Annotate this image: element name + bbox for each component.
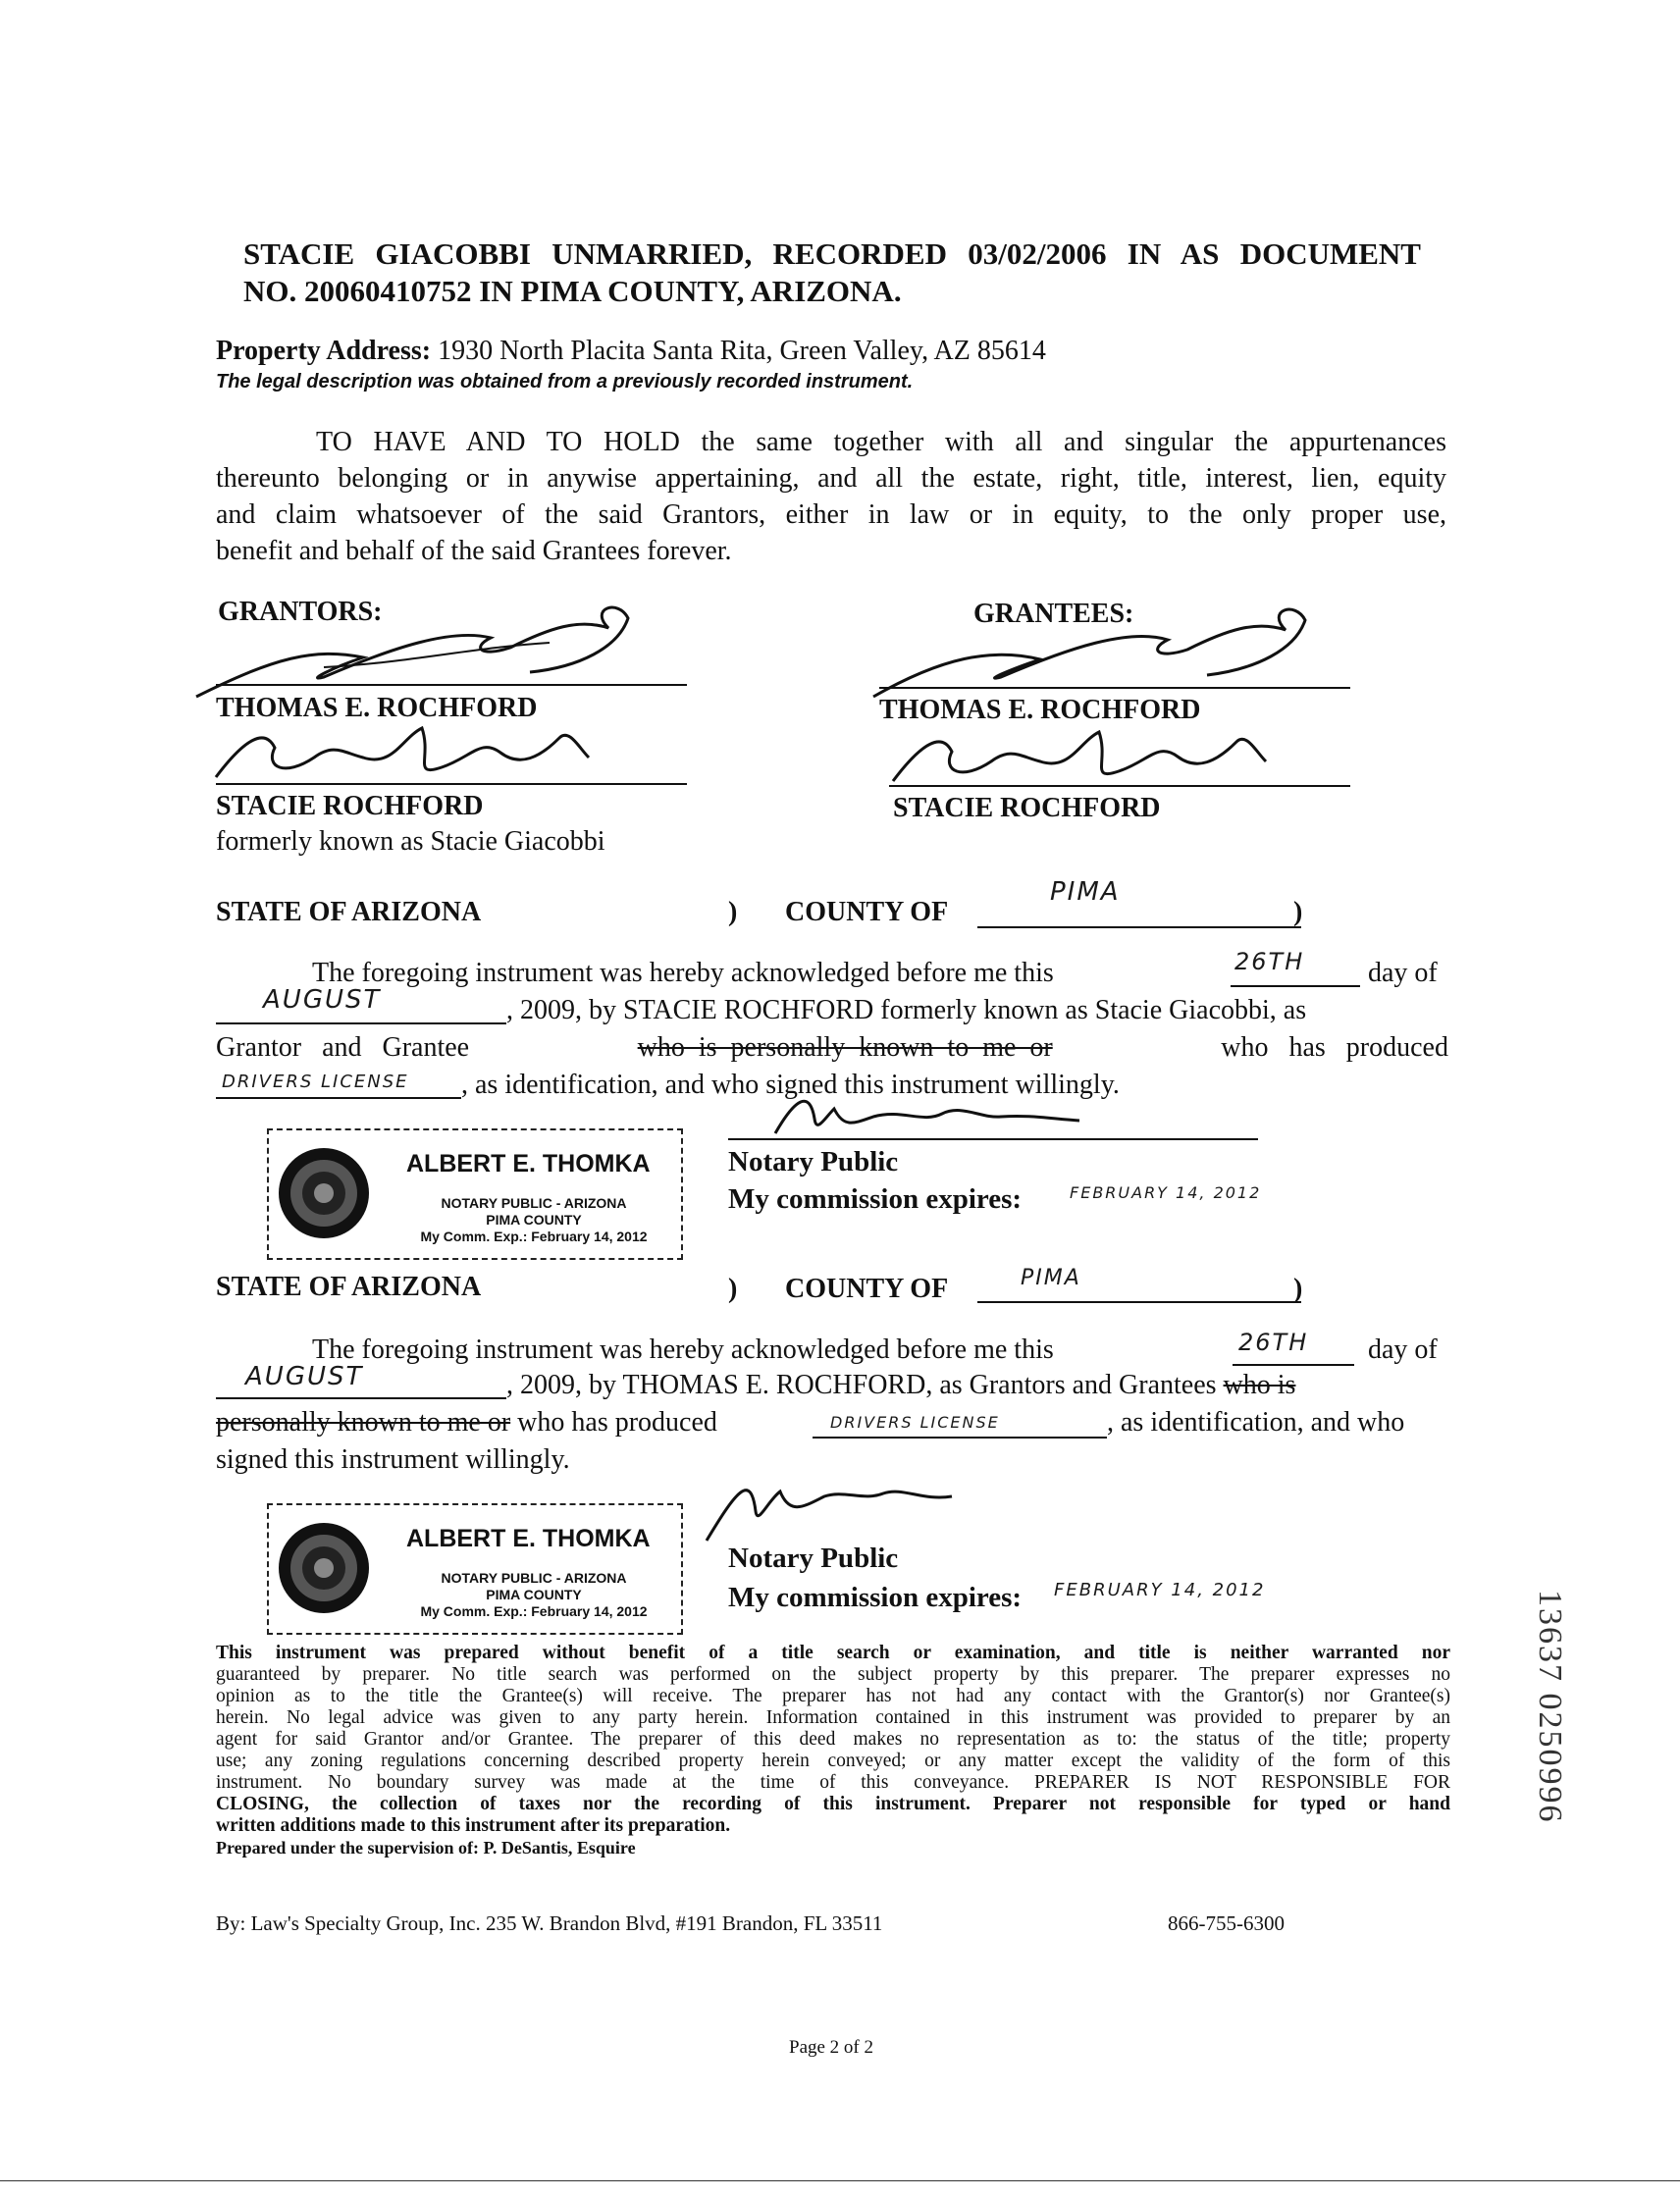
ack2-day-hand: 26TH — [1238, 1329, 1309, 1356]
header-line-1: STACIE GIACOBBI UNMARRIED, RECORDED 03/02/2006 IN AS DOCUMENT — [243, 236, 1421, 271]
ack1-line-3 — [216, 1032, 1448, 1064]
ack2-struck-text-2: personally known to me or — [216, 1407, 511, 1438]
grantor-thomas-name: THOMAS E. ROCHFORD — [216, 693, 538, 723]
stamp-line-1: NOTARY PUBLIC - ARIZONA — [441, 1195, 627, 1211]
habendum-line-1: TO HAVE AND TO HOLD the same together with all and singular the appurtenances — [316, 427, 1446, 457]
ack2-notary-label: Notary Public — [728, 1543, 899, 1574]
thomas-signature-right — [844, 589, 1393, 706]
preparer-by-line: By: Law's Specialty Group, Inc. 235 W. Brandon Blvd, #191 Brandon, FL 33511 — [216, 1911, 883, 1935]
ack1-who-produced: who has produced — [1221, 1032, 1448, 1063]
arizona-seal-icon — [277, 1146, 371, 1240]
ack2-who-produced: who has produced — [517, 1407, 717, 1438]
stamp-line-2: PIMA COUNTY — [486, 1587, 582, 1602]
disclaimer-line-2: guaranteed by preparer. No title search was performed on the subject property by this preparer. The preparer expresses no — [216, 1664, 1450, 1685]
preparer-phone: 866-755-6300 — [1168, 1911, 1285, 1935]
stamp-line-3: My Comm. Exp.: February 14, 2012 — [420, 1603, 648, 1619]
notary-stamp-1 — [267, 1128, 683, 1260]
recording-side-number: 13637 0250996 — [1532, 1590, 1568, 1824]
habendum-line-3: and claim whatsoever of the said Grantors, either in law or in equity, to the only proper use, — [216, 499, 1446, 530]
grantees-label: GRANTEES: — [973, 599, 1134, 629]
disclaimer-line-5: agent for said Grantor and/or Grantee. The preparer of this deed makes no representation as to: the status of the title; property — [216, 1729, 1450, 1750]
bottom-border-line — [0, 2180, 1680, 2181]
ack1-county-hand: PIMA — [1050, 877, 1121, 907]
ack2-line-3 — [216, 1407, 717, 1439]
ack2-expires-hand: FEBRUARY 14, 2012 — [1054, 1580, 1266, 1600]
ack2-county-label: COUNTY OF — [785, 1274, 949, 1304]
habendum-line-2: thereunto belonging or in anywise appertaining, and all the estate, right, title, interest, lien, equity — [216, 463, 1446, 494]
stamp-line-2: PIMA COUNTY — [486, 1212, 582, 1228]
disclaimer-line-4: herein. No legal advice was given to any party herein. Information contained in this instrument was provided to preparer by an — [216, 1707, 1450, 1728]
ack1-day-line — [1231, 985, 1360, 987]
ack1-expires-label: My commission expires: — [728, 1183, 1023, 1215]
ack2-line-4: signed this instrument willingly. — [216, 1444, 570, 1475]
stamp-details — [387, 1195, 681, 1245]
ack1-id-line — [216, 1097, 461, 1099]
arizona-seal-icon — [277, 1521, 371, 1615]
ack1-line-4: , as identification, and who signed this instrument willingly. — [461, 1070, 1120, 1100]
stamp-details — [387, 1570, 681, 1620]
property-label: Property Address: — [216, 336, 432, 366]
notary-signature-1 — [756, 1079, 1168, 1148]
ack1-paren-close: ) — [1293, 897, 1303, 927]
ack2-month-line — [216, 1397, 506, 1399]
property-address — [216, 336, 1046, 367]
ack2-id-hand: DRIVERS LICENSE — [830, 1413, 1000, 1432]
disclaimer-line-1: This instrument was prepared without benefit of a title search or examination, and title is neither warranted nor — [216, 1643, 1450, 1663]
ack2-county-line — [977, 1301, 1301, 1303]
disclaimer-line-9: written additions made to this instrument after its preparation. — [216, 1815, 731, 1836]
ack1-day-hand: 26TH — [1234, 948, 1305, 975]
ack2-day-line — [1233, 1364, 1354, 1366]
ack2-struck-text-1: who is — [1223, 1370, 1296, 1400]
ack2-month-hand: AUGUST — [245, 1362, 364, 1391]
ack1-line-2: , 2009, by STACIE ROCHFORD formerly known as Stacie Giacobbi, as — [506, 995, 1307, 1025]
ack2-day-of: day of — [1368, 1334, 1438, 1365]
ack2-paren-open: ) — [728, 1274, 738, 1304]
ack1-notary-label: Notary Public — [728, 1146, 899, 1178]
ack1-line-1 — [312, 958, 1054, 989]
stamp-line-3: My Comm. Exp.: February 14, 2012 — [420, 1229, 648, 1244]
disclaimer-line-7: instrument. No boundary survey was made at the time of this conveyance. PREPARER IS NOT RESPONSIBLE FOR — [216, 1772, 1450, 1793]
disclaimer-line-6: use; any zoning regulations concerning described property herein conveyed; or any matter except the validity of the form of this — [216, 1751, 1450, 1771]
ack1-day-of: day of — [1368, 958, 1438, 988]
ack2-state: STATE OF ARIZONA — [216, 1272, 482, 1302]
ack2-expires-label: My commission expires: — [728, 1582, 1023, 1613]
legal-description-note: The legal description was obtained from a previously recorded instrument. — [216, 371, 914, 392]
ack2-text-b: , 2009, by THOMAS E. ROCHFORD, as Grantors and Grantees — [506, 1370, 1217, 1400]
ack2-line-2 — [506, 1370, 1295, 1401]
preparer-disclaimer — [216, 1643, 1450, 1858]
stacie-signature-right — [883, 703, 1354, 801]
header-line-2: NO. 20060410752 IN PIMA COUNTY, ARIZONA. — [243, 274, 902, 308]
document-header — [243, 236, 1421, 310]
thomas-signature-left — [157, 589, 746, 706]
ack1-id-hand: DRIVERS LICENSE — [222, 1072, 409, 1092]
ack2-as-identification: , as identification, and who — [1107, 1407, 1405, 1438]
disclaimer-line-8: CLOSING, the collection of taxes nor the recording of this instrument. Preparer not responsible for typed or hand — [216, 1794, 1450, 1814]
ack2-county-hand: PIMA — [1021, 1266, 1081, 1290]
ack2-line-1: The foregoing instrument was hereby acknowledged before me this — [312, 1334, 1054, 1365]
stacie-signature-left — [206, 699, 677, 797]
ack1-expires-hand: FEBRUARY 14, 2012 — [1070, 1183, 1262, 1202]
ack1-county-line — [977, 926, 1301, 928]
stamp-line-1: NOTARY PUBLIC - ARIZONA — [441, 1570, 627, 1586]
disclaimer-line-3: opinion as to the title the Grantee(s) will receive. The preparer has not had any contact with the Grantor(s) nor Grantee(s) — [216, 1686, 1450, 1706]
ack1-text-a: The foregoing instrument was hereby acknowledged before me this — [312, 958, 1054, 988]
ack1-grantor-grantee: Grantor and Grantee — [216, 1032, 470, 1063]
page-number: Page 2 of 2 — [789, 2037, 874, 2058]
ack1-month-line — [216, 1022, 506, 1024]
grantors-label: GRANTORS: — [218, 597, 383, 627]
habendum-paragraph — [216, 424, 1446, 569]
ack1-county-label: COUNTY OF — [785, 897, 949, 927]
property-value: 1930 North Placita Santa Rita, Green Valley, AZ 85614 — [438, 336, 1046, 366]
ack1-struck-text: who is personally known to me or — [637, 1032, 1053, 1063]
ack2-id-line — [813, 1437, 1107, 1439]
notary-signature-2 — [697, 1452, 1011, 1550]
ack2-paren-close: ) — [1293, 1274, 1303, 1304]
ack1-state: STATE OF ARIZONA — [216, 897, 482, 927]
stamp-name: ALBERT E. THOMKA — [406, 1150, 651, 1178]
stamp-name: ALBERT E. THOMKA — [406, 1525, 651, 1552]
grantee-stacie-name: STACIE ROCHFORD — [893, 793, 1161, 823]
formerly-known-as: formerly known as Stacie Giacobbi — [216, 826, 605, 857]
ack1-paren-open: ) — [728, 897, 738, 927]
grantee-thomas-name: THOMAS E. ROCHFORD — [879, 695, 1201, 725]
ack1-month-hand: AUGUST — [263, 985, 382, 1015]
notary-stamp-2 — [267, 1503, 683, 1635]
habendum-line-4: benefit and behalf of the said Grantees forever. — [216, 536, 732, 566]
grantor-stacie-name: STACIE ROCHFORD — [216, 791, 484, 821]
prepared-supervision: Prepared under the supervision of: P. DeSantis, Esquire — [216, 1838, 636, 1858]
